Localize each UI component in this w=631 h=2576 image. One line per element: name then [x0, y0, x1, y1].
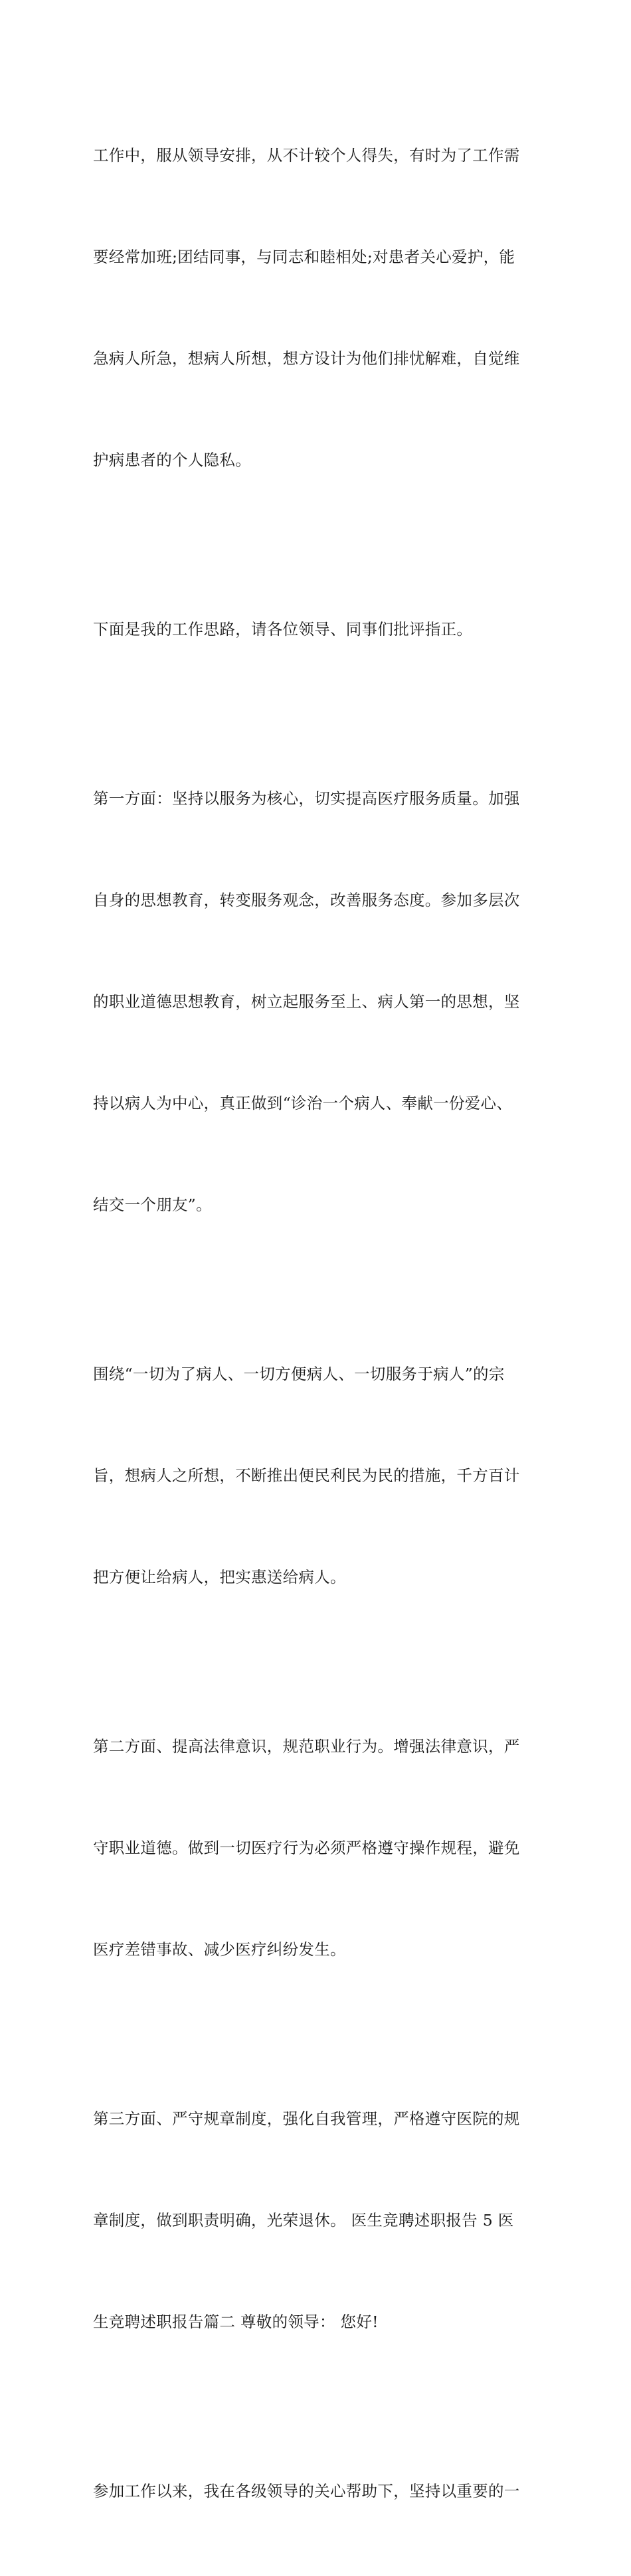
text-line: 把方便让给病人，把实惠送给病人。 — [93, 1568, 346, 1586]
paragraph-patient-centered — [93, 1290, 541, 1662]
paragraph-first-aspect — [93, 714, 541, 1290]
text-line: 要经常加班;团结同事，与同志和睦相处;对患者关心爱护，能 — [93, 248, 515, 266]
text-line: 参加工作以来，我在各级领导的关心帮助下，坚持以重要的一 — [93, 2482, 520, 2500]
text-line: 结交一个朋友”。 — [93, 1195, 212, 1214]
text-line: 守职业道德。做到一切医疗行为必须严格遵守操作规程，避免 — [93, 1839, 520, 1857]
text-line: 的职业道德思想教育，树立起服务至上、病人第一的思想，坚 — [93, 992, 520, 1011]
text-line: 第三方面、严守规章制度，强化自我管理，严格遵守医院的规 — [93, 2109, 520, 2128]
text-line: 工作中，服从领导安排，从不计较个人得失，有时为了工作需 — [93, 146, 520, 165]
text-line: 围绕“一切为了病人、一切方便病人、一切服务于病人”的宗 — [93, 1365, 505, 1383]
text-line: 护病患者的个人隐私。 — [93, 451, 251, 469]
text-line: 第二方面、提高法律意识，规范职业行为。增强法律意识，严 — [93, 1737, 520, 1756]
text-line: 急病人所急，想病人所想，想方设计为他们排忧解难，自觉维 — [93, 349, 520, 368]
paragraph-second-aspect — [93, 1662, 541, 2034]
text-line: 第一方面：坚持以服务为核心，切实提高医疗服务质量。加强 — [93, 789, 520, 808]
text-line: 自身的思想教育，转变服务观念，改善服务态度。参加多层次 — [93, 891, 520, 909]
text-line: 下面是我的工作思路，请各位领导、同事们批评指正。 — [93, 620, 473, 639]
paragraph-work-ideas-intro — [93, 545, 541, 714]
text-line: 旨，想病人之所想，不断推出便民利民为民的措施，千方百计 — [93, 1466, 520, 1485]
text-line: 持以病人为中心，真正做到“诊治一个病人、奉献一份爱心、 — [93, 1094, 513, 1112]
document-body — [93, 71, 541, 2576]
paragraph-since-joining — [93, 2407, 541, 2576]
text-line: 章制度，做到职责明确，光荣退休。 医生竞聘述职报告 5 医 — [93, 2211, 514, 2230]
paragraph-work-attitude — [93, 71, 541, 545]
text-line: 生竞聘述职报告篇二 尊敬的领导： 您好! — [93, 2312, 379, 2331]
text-line: 医疗差错事故、减少医疗纠纷发生。 — [93, 1940, 346, 1959]
paragraph-third-aspect — [93, 2034, 541, 2407]
